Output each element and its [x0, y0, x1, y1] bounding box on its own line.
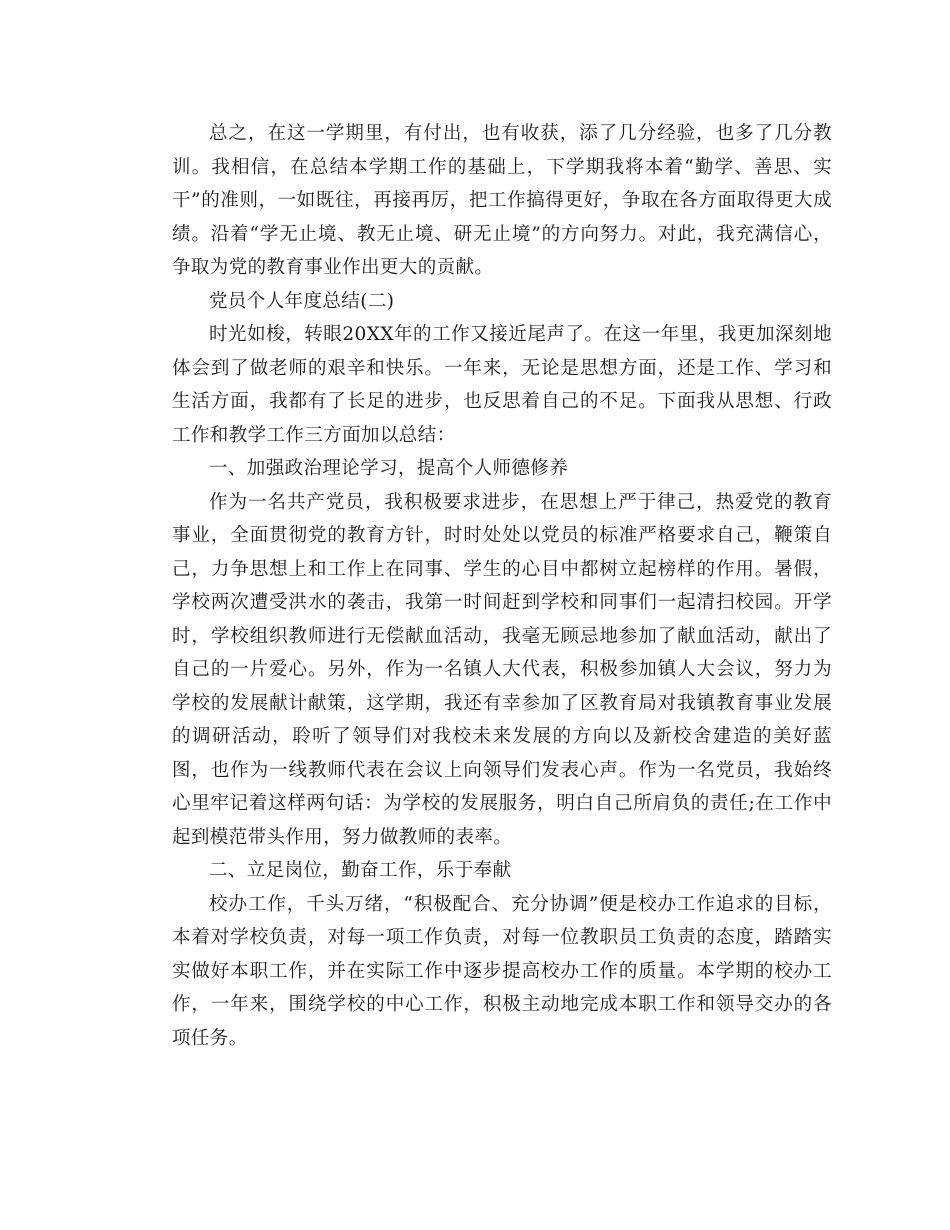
heading-dedication-at-post: 二、立足岗位，勤奋工作，乐于奉献	[209, 860, 512, 881]
paragraph-school-office-work: 校办工作，千头万绪，“积极配合、充分协调”便是校办工作追求的目标，本着对学校负责，对每一项工作负责，对每一位教职员工负责的态度，踏踏实实做好本职工作，并在实际工作中逐步提高校办工作的质量。本学期的校办工作，一年来，围绕学校的中心工作，积极主动地完成本职工作和领导交办的各项任务。	[172, 893, 832, 1049]
paragraph-party-member-conduct: 作为一名共产党员，我积极要求进步，在思想上严于律己，热爱党的教育事业，全面贯彻党的教育方针，时时处处以党员的标准严格要求自己，鞭策自己，力争思想上和工作上在同事、学生的心目中都树立起榜样的作用。暑假，学校两次遭受洪水的袭击，我第一时间赶到学校和同事们一起清扫校园。开学时，学校组织教师进行无偿献血活动，我毫无顾忌地参加了献血活动，献出了自己的一片爱心。另外，作为一名镇人大代表，积极参加镇人大会议，努力为学校的发展献计献策，这学期，我还有幸参加了区教育局对我镇教育事业发展的调研活动，聆听了领导们对我校未来发展的方向以及新校舍建造的美好蓝图，也作为一线教师代表在会议上向领导们发表心声。作为一名党员，我始终心里牢记着这样两句话：为学校的发展服务，明白自己所肩负的责任;在工作中起到模范带头作用，努力做教师的表率。	[172, 491, 832, 848]
paragraph-summary-conclusion: 总之，在这一学期里，有付出，也有收获，添了几分经验，也多了几分教训。我相信，在总结本学期工作的基础上，下学期我将本着“勤学、善思、实干”的准则，一如既往，再接再厉，把工作搞得更好，争取在各方面取得更大成绩。沿着“学无止境、教无止境、研无止境”的方向努力。对此，我充满信心，争取为党的教育事业作出更大的贡献。	[172, 123, 832, 278]
section-title-summary-two: 党员个人年度总结(二)	[209, 290, 395, 312]
heading-political-study: 一、加强政治理论学习，提高个人师德修养	[209, 458, 569, 479]
paragraph-year-intro: 时光如梭，转眼20XX年的工作又接近尾声了。在这一年里，我更加深刻地体会到了做老师的艰辛和快乐。一年来，无论是思想方面，还是工作、学习和生活方面，我都有了长足的进步，也反思着自己的不足。下面我从思想、行政工作和教学工作三方面加以总结：	[172, 324, 832, 446]
document-body	[172, 117, 832, 1055]
